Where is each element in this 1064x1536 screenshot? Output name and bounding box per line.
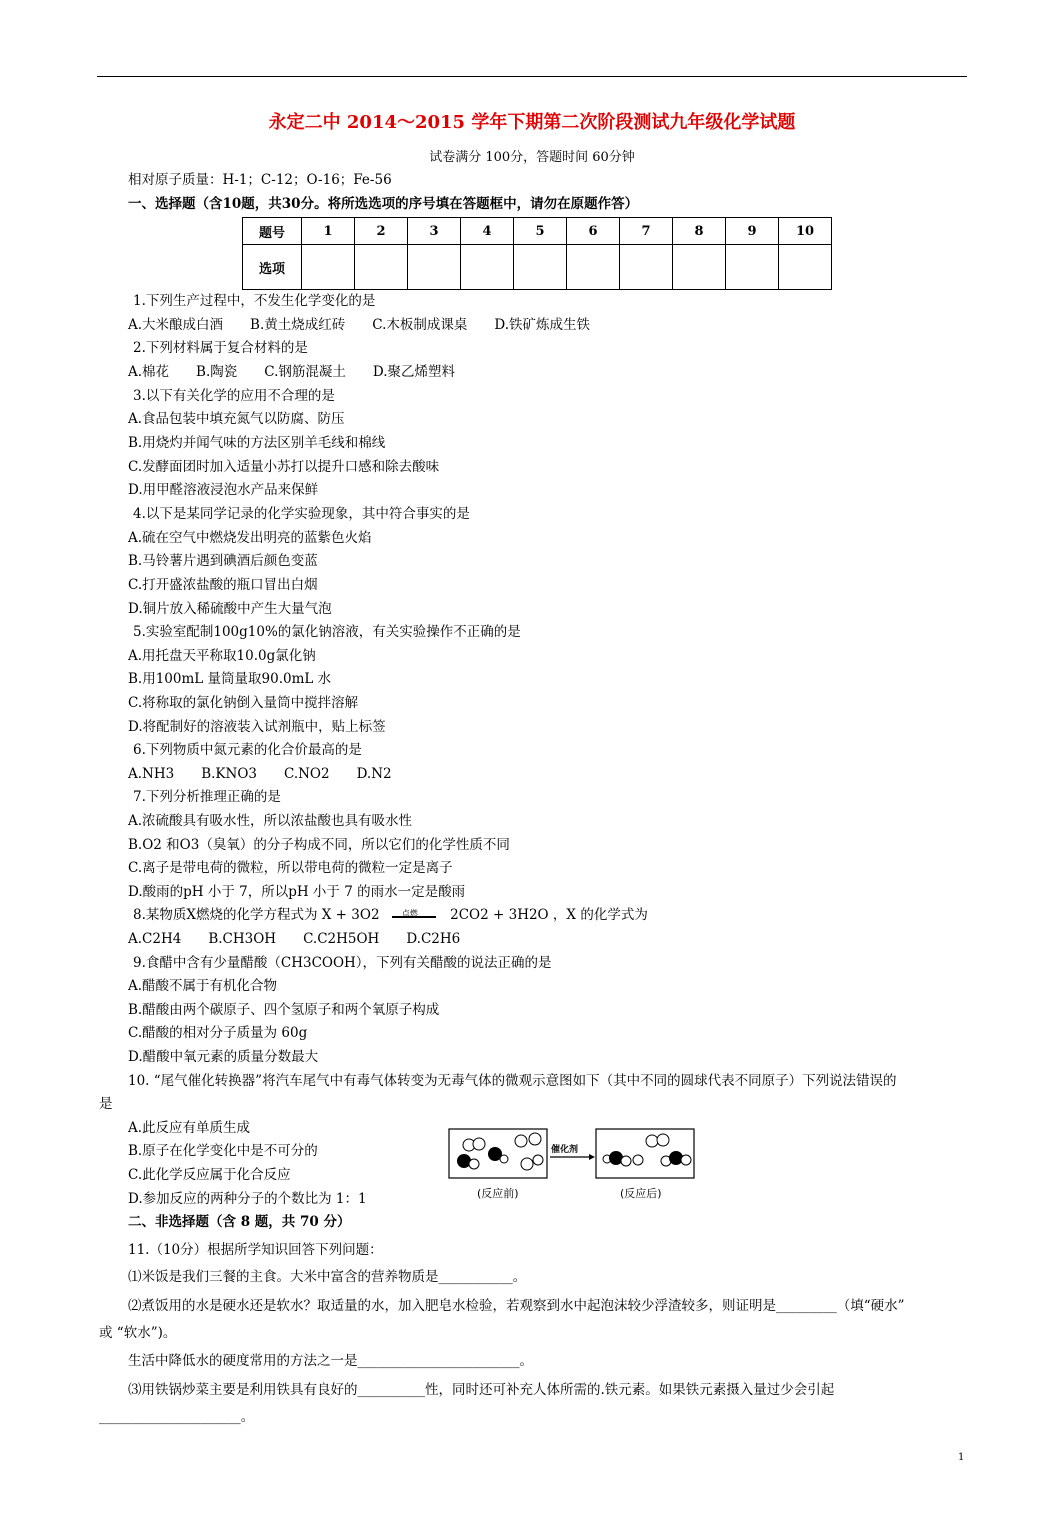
atomic-mass: 相对原子质量：H-1；C-12；O-16；Fe-56 <box>128 172 392 188</box>
page-number: 1 <box>958 1452 965 1463</box>
option-line: B.用100mL 量筒量取90.0mL 水 <box>128 671 332 687</box>
question-number: 8 <box>673 218 726 245</box>
question-number: 2 <box>355 218 408 245</box>
option-line: C.此化学反应属于化合反应 <box>128 1167 291 1183</box>
question-number: 4 <box>461 218 514 245</box>
atom-white <box>646 1135 658 1147</box>
option-line: C.醋酸的相对分子质量为 60g <box>128 1025 308 1041</box>
reaction-arrow <box>390 905 440 925</box>
page-title: 永定二中 2014～2015 学年下期第二次阶段测试九年级化学试题 <box>268 112 796 133</box>
sub-question: ⑴米饭是我们三餐的主食。大米中富含的营养物质是___________。 <box>128 1269 527 1285</box>
question-number: 9 <box>726 218 779 245</box>
option-line: A.NH3 B.KNO3 C.NO2 D.N2 <box>128 766 392 782</box>
option-line: B.醋酸由两个碳原子、四个氢原子和两个氧原子构成 <box>128 1002 440 1018</box>
question-text: 1.下列生产过程中，不发生化学变化的是 <box>133 293 376 309</box>
option-line: C.离子是带电荷的微粒，所以带电荷的微粒一定是离子 <box>128 860 453 876</box>
catalyst-label: 催化剂 <box>551 1145 579 1155</box>
option-line: A.浓硫酸具有吸水性，所以浓盐酸也具有吸水性 <box>128 813 413 829</box>
option-line: D.参加反应的两种分子的个数比为 1：1 <box>128 1191 367 1207</box>
question-number: 6 <box>567 218 620 245</box>
question-text: 6.下列物质中氮元素的化合价最高的是 <box>133 742 362 758</box>
answer-cell[interactable] <box>355 245 408 290</box>
option-line: C.将称取的氯化钠倒入量筒中搅拌溶解 <box>128 695 359 711</box>
answer-cell[interactable] <box>673 245 726 290</box>
option-line: C.打开盛浓盐酸的瓶口冒出白烟 <box>128 577 318 593</box>
answer-cell[interactable] <box>302 245 355 290</box>
option-line: A.此反应有单质生成 <box>128 1120 251 1136</box>
question-text: 5.实验室配制100g10%的氯化钠溶液，有关实验操作不正确的是 <box>133 624 521 640</box>
arrow-head-icon <box>589 1154 595 1160</box>
table-header-label: 题号 <box>243 218 302 245</box>
answer-cell[interactable] <box>620 245 673 290</box>
question-number: 7 <box>620 218 673 245</box>
option-line: A.棉花 B.陶瓷 C.钢筋混凝土 D.聚乙烯塑料 <box>128 364 456 380</box>
answer-cell[interactable] <box>779 245 832 290</box>
question-text: 7.下列分析推理正确的是 <box>133 789 281 805</box>
atom-white <box>621 1156 631 1166</box>
option-line: D.铜片放入稀硫酸中产生大量气泡 <box>128 601 332 617</box>
sub-question: ⑶用铁锅炒菜主要是利用铁具有良好的__________性，同时还可补充人体所需的.铁元素。如果铁元素摄入量过少会引起 <box>128 1382 835 1398</box>
answer-cell[interactable] <box>408 245 461 290</box>
question-text: 3.以下有关化学的应用不合理的是 <box>133 388 335 404</box>
answer-table <box>242 217 832 290</box>
option-line: A.硫在空气中燃烧发出明亮的蓝紫色火焰 <box>128 530 372 546</box>
sub-question: 生活中降低水的硬度常用的方法之一是________________________。 <box>128 1353 533 1369</box>
question-text: 11.（10分）根据所学知识回答下列问题： <box>128 1242 383 1258</box>
question-text: 9.食醋中含有少量醋酸（CH3COOH），下列有关醋酸的说法正确的是 <box>133 955 552 971</box>
atom-white <box>529 1133 541 1145</box>
question-number: 5 <box>514 218 567 245</box>
atom-white <box>500 1155 508 1163</box>
option-line: A.醋酸不属于有机化合物 <box>128 978 278 994</box>
atom-white <box>515 1135 527 1147</box>
question-text-cont: 是 <box>99 1096 113 1112</box>
answer-cell[interactable] <box>461 245 514 290</box>
option-line: B.用烧灼并闻气味的方法区别羊毛线和棉线 <box>128 435 386 451</box>
after-label: (反应后) <box>620 1187 662 1200</box>
sub-question-cont: 或 “软水”)。 <box>99 1325 177 1341</box>
option-line: D.酸雨的pH 小于 7，所以pH 小于 7 的雨水一定是酸雨 <box>128 884 466 900</box>
answer-cell[interactable] <box>726 245 779 290</box>
option-line: A.C2H4 B.CH3OH C.C2H5OH D.C2H6 <box>128 931 461 947</box>
option-line: D.用甲醛溶液浸泡水产品来保鲜 <box>128 482 319 498</box>
question-text: 2.下列材料属于复合材料的是 <box>133 340 308 356</box>
option-line: B.马铃薯片遇到碘酒后颜色变蓝 <box>128 553 318 569</box>
question-number: 10 <box>779 218 832 245</box>
atom-white <box>469 1159 479 1169</box>
equation-left: 8.某物质X燃烧的化学方程式为 X + 3O2 <box>133 907 380 923</box>
option-line: B.O2 和O3（臭氧）的分子构成不同，所以它们的化学性质不同 <box>128 837 510 853</box>
section-heading: 一、选择题（含10题，共30分。将所选选项的序号填在答题框中，请勿在原题作答） <box>128 196 639 212</box>
section-heading: 二、非选择题（含 8 题，共 70 分） <box>128 1214 351 1230</box>
reaction-diagram <box>447 1128 697 1208</box>
option-line: C.发酵面团时加入适量小苏打以提升口感和除去酸味 <box>128 459 440 475</box>
option-line: A.大米酿成白酒 B.黄土烧成红砖 C.木板制成课桌 D.铁矿炼成生铁 <box>128 317 591 333</box>
reaction-condition: 点燃 <box>401 909 418 918</box>
sub-question-cont: _____________________。 <box>99 1409 255 1425</box>
question-text <box>133 905 648 925</box>
option-line: D.醋酸中氧元素的质量分数最大 <box>128 1049 319 1065</box>
atom-white <box>473 1138 485 1150</box>
answer-cell[interactable] <box>514 245 567 290</box>
question-number: 3 <box>408 218 461 245</box>
atom-white <box>657 1134 669 1146</box>
question-number: 1 <box>302 218 355 245</box>
atom-white <box>521 1158 533 1170</box>
before-label: (反应前) <box>477 1187 519 1200</box>
header-rule <box>97 76 967 77</box>
table-row-label: 选项 <box>243 245 302 290</box>
option-line: A.食品包装中填充氮气以防腐、防压 <box>128 411 345 427</box>
atom-white <box>633 1155 643 1165</box>
equation-right: 2CO2 + 3H2O ，X 的化学式为 <box>450 907 648 923</box>
atom-white <box>681 1155 691 1165</box>
sub-question: ⑵煮饭用的水是硬水还是软水？取适量的水，加入肥皂水检验，若观察到水中起泡沫较少浮渣较多，则证明是_________（填“硬水” <box>128 1298 905 1314</box>
option-line: B.原子在化学变化中是不可分的 <box>128 1143 318 1159</box>
atom-white <box>533 1155 543 1165</box>
option-line: D.将配制好的溶液装入试剂瓶中，贴上标签 <box>128 719 386 735</box>
question-text: 10. “尾气催化转换器”将汽车尾气中有毒气体转变为无毒气体的微观示意图如下（其中不同的圆球代表不同原子）下列说法错误的 <box>128 1073 897 1089</box>
answer-cell[interactable] <box>567 245 620 290</box>
exam-info: 试卷满分 100分，答题时间 60分钟 <box>429 150 635 165</box>
question-text: 4.以下是某同学记录的化学实验现象，其中符合事实的是 <box>133 506 470 522</box>
option-line: A.用托盘天平称取10.0g氯化钠 <box>128 648 316 664</box>
